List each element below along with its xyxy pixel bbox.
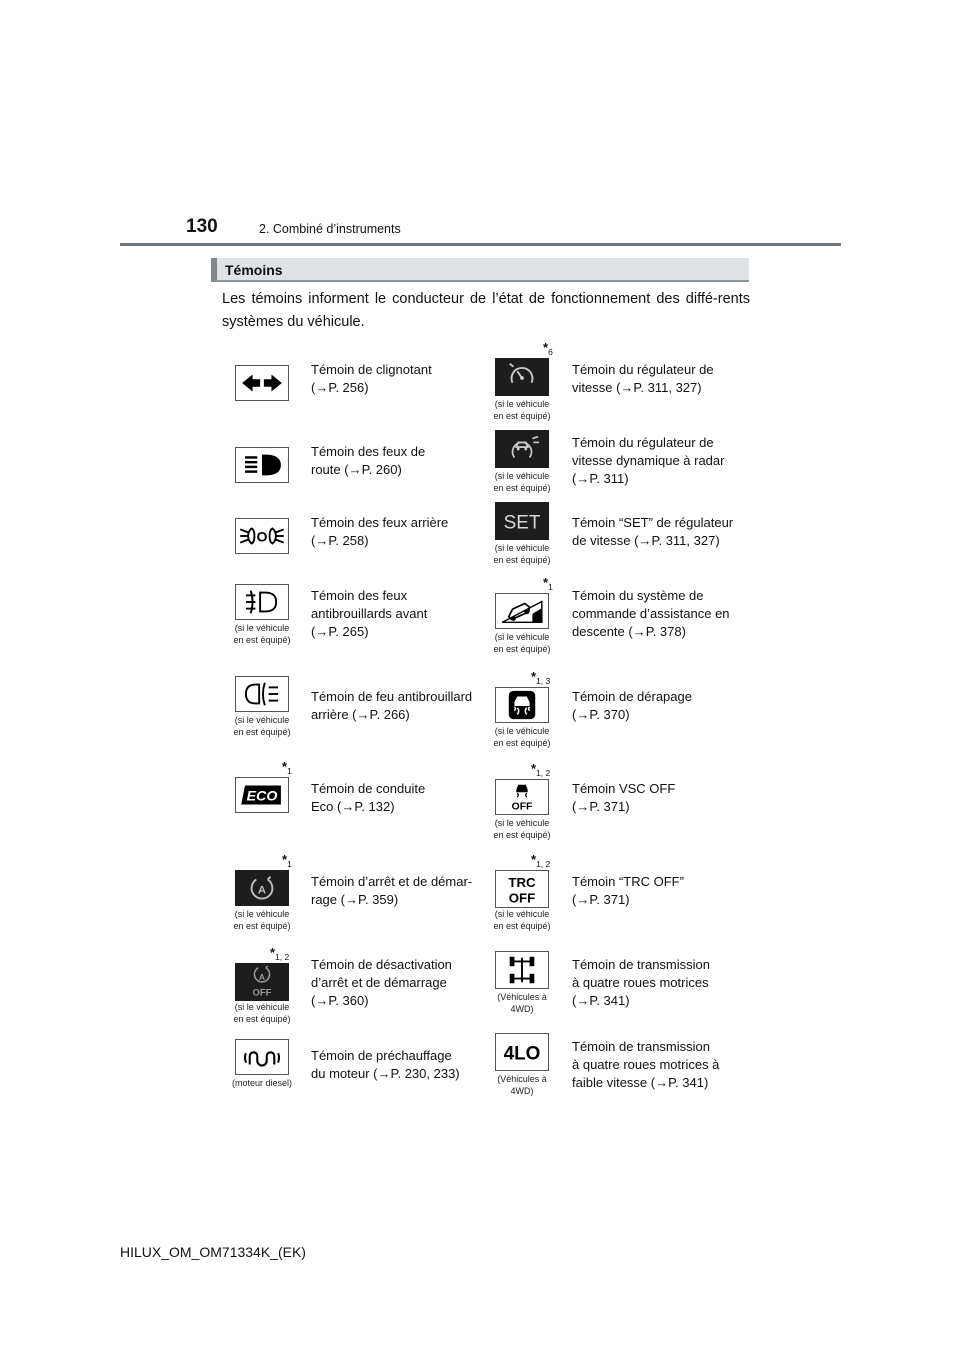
- svg-text:TRC: TRC: [508, 875, 536, 891]
- slip-description: Témoin de dérapage (→P. 370): [572, 689, 692, 722]
- four-wheel-drive-icon: [495, 951, 549, 989]
- front-fog-description: Témoin des feux antibrouillards avant (→P. 265): [311, 588, 428, 639]
- intro-paragraph: Les témoins informent le conducteur de l’état de fonctionnement des diffé-rents systèmes du véhicule.: [222, 291, 750, 330]
- rear-fog-description: Témoin de feu antibrouillard arrière (→P. 266): [311, 689, 473, 722]
- descent-footnote-star: $*_1$: [543, 575, 553, 592]
- tail-light-description: Témoin des feux arrière (→P. 258): [311, 515, 449, 548]
- section-heading: [211, 258, 749, 282]
- rear-fog-icon: [235, 676, 289, 712]
- chapter-title: 2. Combiné d’instruments: [259, 222, 401, 236]
- set-icon: [495, 502, 549, 540]
- front-fog-icon: [235, 584, 289, 620]
- trc-off-caption: (si le véhicule en est équipé): [493, 909, 551, 931]
- vsc-off-description: Témoin VSC OFF (→P. 371): [572, 781, 676, 814]
- cruise-caption: (si le véhicule en est équipé): [493, 399, 551, 421]
- stop-start-footnote-star: $*_1$: [282, 852, 292, 869]
- eco-icon: [235, 777, 289, 813]
- tail-light-icon: [235, 518, 289, 554]
- stop-start-caption: (si le véhicule en est équipé): [233, 909, 291, 931]
- four-lo-description: Témoin de transmission à quatre roues motrices à faible vitesse (→P. 341): [572, 1039, 720, 1090]
- glow-plug-icon: [235, 1039, 289, 1075]
- eco-description: Témoin de conduite Eco (→P. 132): [311, 781, 426, 814]
- section-title: Témoins: [225, 262, 283, 278]
- svg-text:SET: SET: [503, 512, 541, 534]
- svg-text:ECO: ECO: [246, 788, 278, 805]
- stop-start-off-description: Témoin de désactivation d’arrêt et de démarrage (→P. 360): [311, 957, 452, 1008]
- rear-fog-caption: (si le véhicule en est équipé): [233, 715, 291, 737]
- radar-cruise-icon: [495, 430, 549, 468]
- set-description: Témoin “SET” de régulateur de vitesse (→P. 311, 327): [572, 515, 734, 548]
- svg-text:A: A: [258, 972, 266, 983]
- high-beam-icon: [235, 447, 289, 483]
- four-lo-icon: [495, 1033, 549, 1071]
- slip-icon: [495, 687, 549, 723]
- vsc-off-icon: [495, 779, 549, 815]
- trc-off-icon: [495, 870, 549, 908]
- trc-off-description: Témoin “TRC OFF” (→P. 371): [572, 874, 684, 907]
- four-wheel-drive-description: Témoin de transmission à quatre roues motrices (→P. 341): [572, 957, 710, 1008]
- stop-start-off-caption: (si le véhicule en est équipé): [233, 1002, 291, 1024]
- descent-description: Témoin du système de commande d’assistance en descente (→P. 378): [572, 588, 730, 639]
- header-rule: [120, 243, 841, 246]
- stop-start-description: Témoin d’arrêt et de démar- rage (→P. 359): [311, 874, 473, 907]
- document-code: HILUX_OM_OM71334K_(EK): [120, 1244, 306, 1260]
- cruise-footnote-star: $*_6$: [543, 340, 553, 357]
- stop-start-icon: [235, 870, 289, 906]
- stop-start-off-footnote-star: $*_{1, 2}$: [270, 945, 290, 962]
- four-wheel-drive-caption: (Véhicules à 4WD): [497, 992, 547, 1014]
- descent-control-icon: [495, 593, 549, 629]
- trc-off-footnote-star: $*_{1, 2}$: [531, 852, 551, 869]
- svg-text:OFF: OFF: [508, 890, 536, 906]
- slip-caption: (si le véhicule en est équipé): [493, 726, 551, 748]
- stop-start-off-icon: [235, 963, 289, 1001]
- svg-text:A: A: [257, 884, 267, 897]
- eco-footnote-star: $*_1$: [282, 759, 292, 776]
- front-fog-caption: (si le véhicule en est équipé): [233, 623, 291, 645]
- glow-plug-caption: (moteur diesel): [231, 1078, 293, 1088]
- high-beam-description: Témoin des feux de route (→P. 260): [311, 444, 426, 477]
- svg-text:O: O: [256, 529, 268, 546]
- glow-plug-description: Témoin de préchauffage du moteur (→P. 230, 233): [311, 1048, 460, 1081]
- page-number: 130: [186, 216, 218, 237]
- slip-footnote-star: $*_{1, 3}$: [531, 669, 551, 686]
- cruise-control-icon: [495, 358, 549, 396]
- descent-caption: (si le véhicule en est équipé): [493, 632, 551, 654]
- four-lo-caption: (Véhicules à 4WD): [497, 1074, 547, 1096]
- radar-cruise-caption: (si le véhicule en est équipé): [493, 471, 551, 493]
- vsc-off-caption: (si le véhicule en est équipé): [493, 818, 551, 840]
- svg-text:OFF: OFF: [252, 987, 272, 999]
- vsc-off-footnote-star: $*_{1, 2}$: [531, 761, 551, 778]
- set-caption: (si le véhicule en est équipé): [493, 543, 551, 565]
- cruise-description: Témoin du régulateur de vitesse (→P. 311, 327): [572, 362, 714, 395]
- turn-signal-description: Témoin de clignotant (→P. 256): [311, 362, 432, 395]
- radar-cruise-description: Témoin du régulateur de vitesse dynamique à radar (→P. 311): [572, 435, 725, 486]
- svg-text:4LO: 4LO: [503, 1043, 541, 1065]
- turn-signal-icon: [235, 365, 289, 401]
- svg-text:OFF: OFF: [511, 801, 533, 813]
